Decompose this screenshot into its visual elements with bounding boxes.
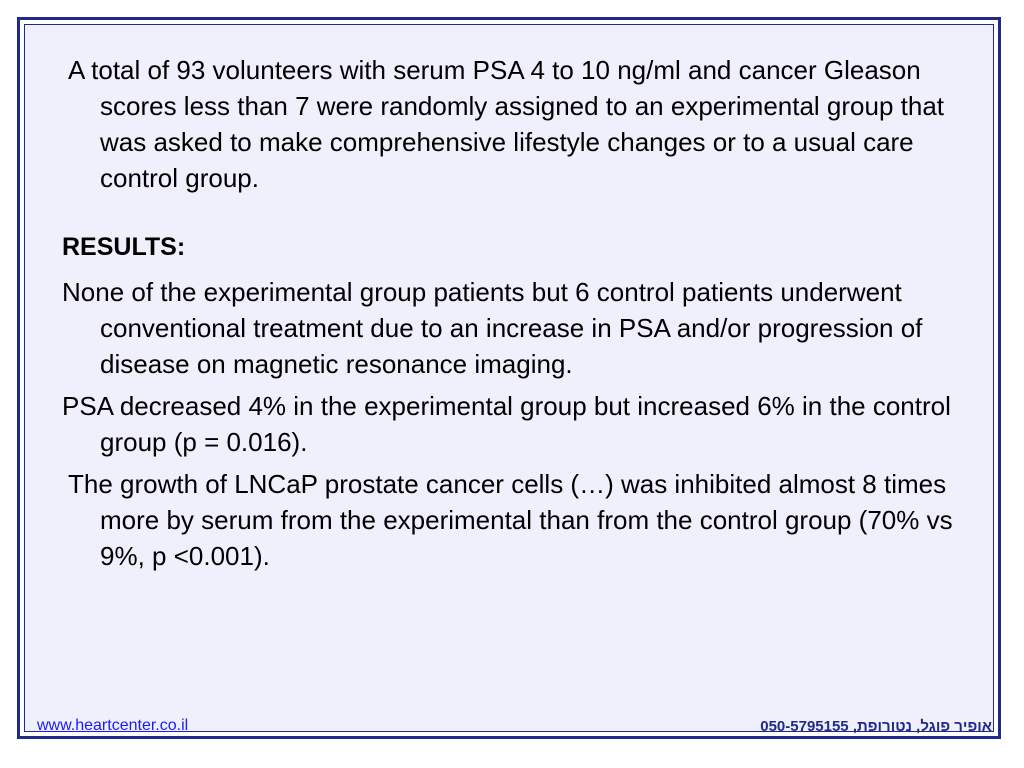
results-heading: RESULTS: bbox=[62, 233, 186, 261]
result-paragraph-3: The growth of LNCaP prostate cancer cells (…) was inhibited almost 8 times more by serum from the experimental than from the control group (70% vs 9%, p <0.001). bbox=[68, 469, 953, 571]
result-paragraph-2: PSA decreased 4% in the experimental group but increased 6% in the control group (p = 0.016). bbox=[62, 391, 951, 457]
spacer bbox=[62, 196, 982, 230]
footer-credit: אופיר פוגל, נטורופת, 050-5795155 bbox=[760, 718, 992, 735]
website-link[interactable]: www.heartcenter.co.il bbox=[37, 717, 189, 734]
result-paragraph-1: None of the experimental group patients but 6 control patients underwent conventional treatment due to an increase in PSA and/or progression of disease on magnetic resonance imaging. bbox=[62, 277, 923, 379]
slide-content bbox=[62, 52, 982, 574]
intro-paragraph: A total of 93 volunteers with serum PSA 4 to 10 ng/ml and cancer Gleason scores less than 7 were randomly assigned to an experimental group that was asked to make comprehensive lifestyle changes or to a usual care control group. bbox=[68, 55, 945, 193]
